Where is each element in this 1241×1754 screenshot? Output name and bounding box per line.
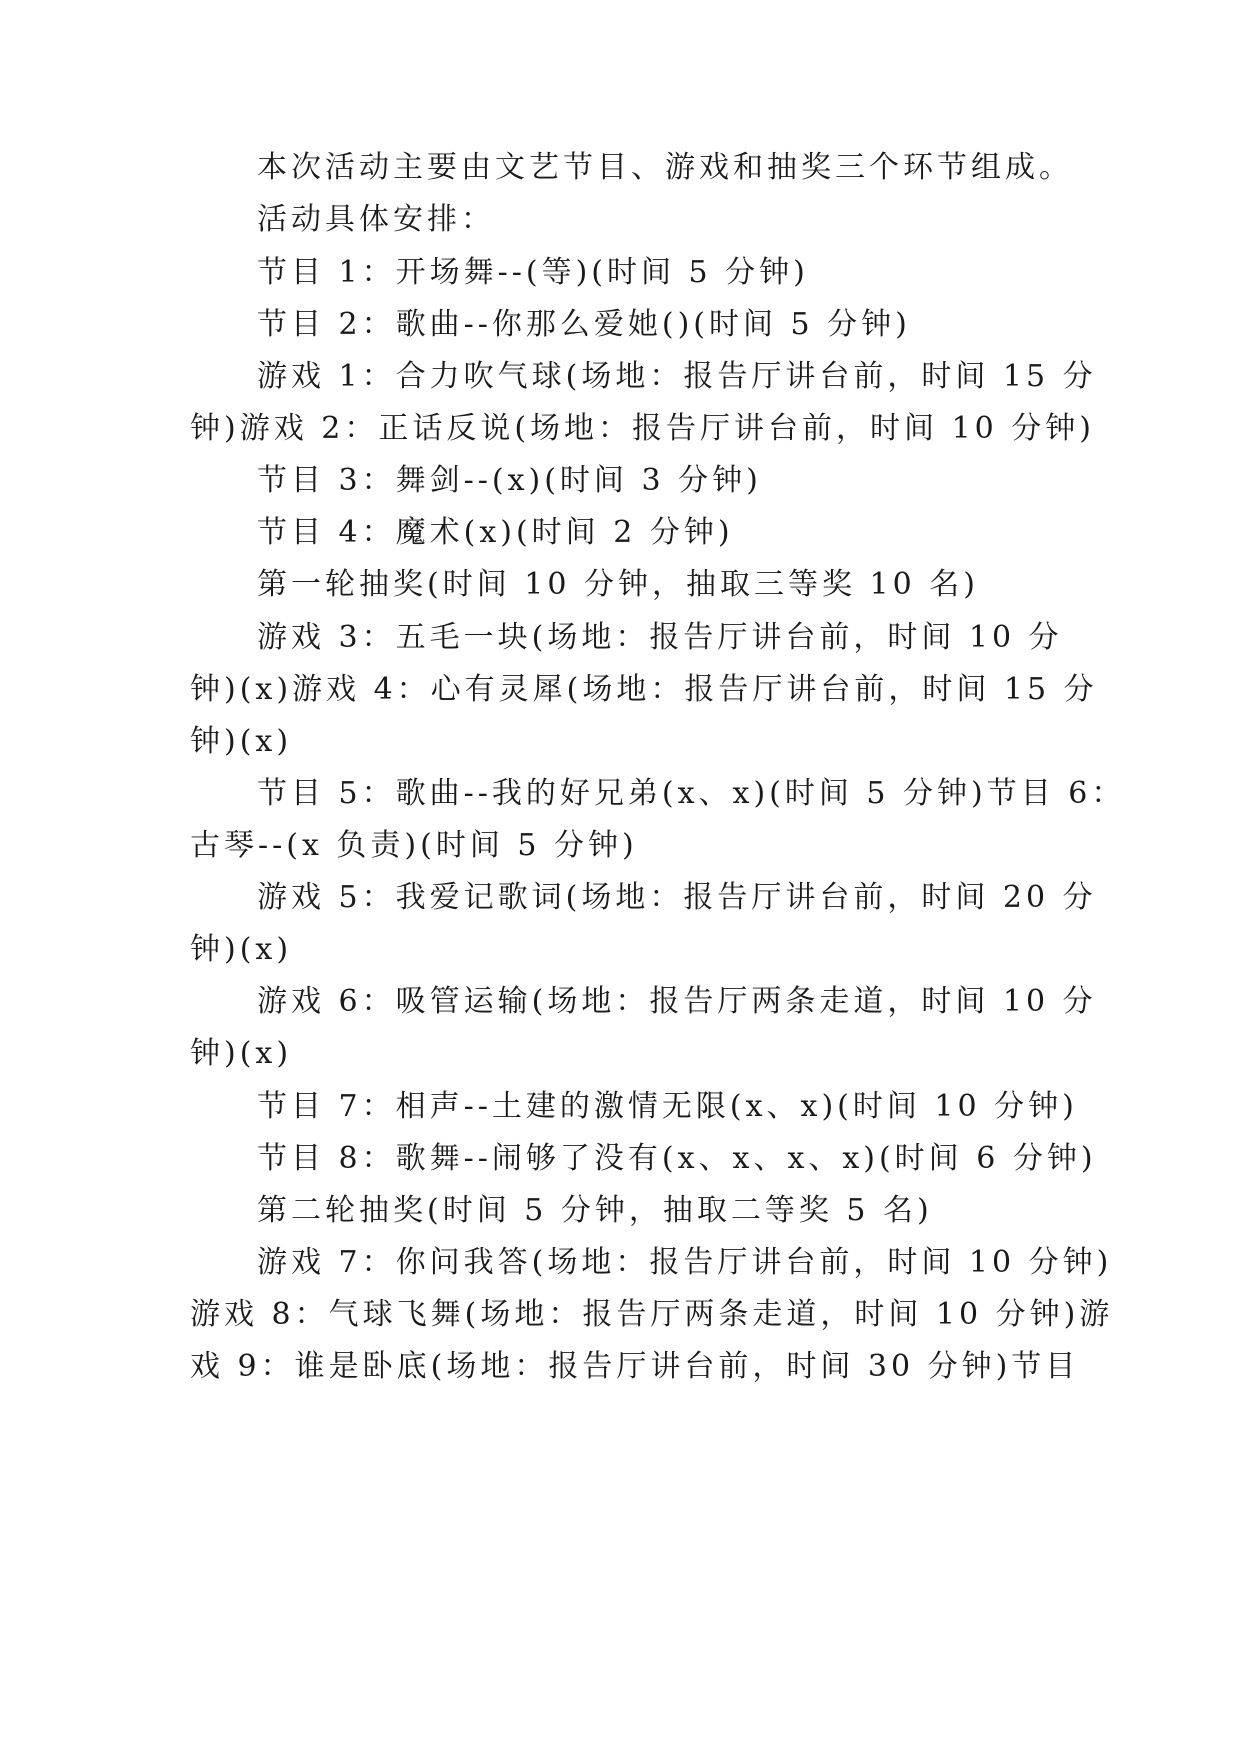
paragraph-line: 古琴--(x 负责)(时间 5 分钟) [190, 828, 638, 863]
paragraph-line: 节目 4：魔术(x)(时间 2 分钟) [257, 515, 734, 550]
paragraph-line: 钟)游戏 2：正话反说(场地：报告厅讲台前，时间 10 分钟) [190, 411, 1095, 446]
paragraph-line: 节目 1：开场舞--(等)(时间 5 分钟) [257, 255, 809, 290]
paragraph-line: 游戏 1：合力吹气球(场地：报告厅讲台前，时间 15 分 [257, 359, 1097, 394]
paragraph-line: 钟)(x) [190, 932, 293, 967]
paragraph-line: 节目 8：歌舞--闹够了没有(x、x、x、x)(时间 6 分钟) [257, 1141, 1097, 1176]
paragraph-line: 活动具体安排： [257, 202, 495, 237]
paragraph-line: 钟)(x) [190, 724, 293, 759]
paragraph-line: 游戏 5：我爱记歌词(场地：报告厅讲台前，时间 20 分 [257, 880, 1097, 915]
paragraph-line: 钟)(x)游戏 4：心有灵犀(场地：报告厅讲台前，时间 15 分 [190, 672, 1098, 707]
paragraph-line: 第一轮抽奖(时间 10 分钟，抽取三等奖 10 名) [257, 567, 979, 602]
paragraph-line: 本次活动主要由文艺节目、游戏和抽奖三个环节组成。 [257, 150, 1073, 185]
paragraph-line: 节目 5：歌曲--我的好兄弟(x、x)(时间 5 分钟)节目 6： [257, 776, 1126, 811]
paragraph-line: 游戏 6：吸管运输(场地：报告厅两条走道，时间 10 分 [257, 984, 1097, 1019]
paragraph-line: 节目 7：相声--土建的激情无限(x、x)(时间 10 分钟) [257, 1089, 1078, 1124]
paragraph-line: 游戏 7：你问我答(场地：报告厅讲台前，时间 10 分钟) [257, 1245, 1113, 1280]
paragraph-line: 戏 9：谁是卧底(场地：报告厅讲台前，时间 30 分钟)节目 [190, 1349, 1080, 1384]
paragraph-line: 节目 3：舞剑--(x)(时间 3 分钟) [257, 463, 762, 498]
paragraph-line: 游戏 3：五毛一块(场地：报告厅讲台前，时间 10 分 [257, 620, 1063, 655]
paragraph-line: 游戏 8：气球飞舞(场地：报告厅两条走道，时间 10 分钟)游 [190, 1297, 1114, 1332]
paragraph-line: 第二轮抽奖(时间 5 分钟，抽取二等奖 5 名) [257, 1193, 933, 1228]
paragraph-line: 钟)(x) [190, 1036, 293, 1071]
paragraph-line: 节目 2：歌曲--你那么爱她()(时间 5 分钟) [257, 307, 911, 342]
